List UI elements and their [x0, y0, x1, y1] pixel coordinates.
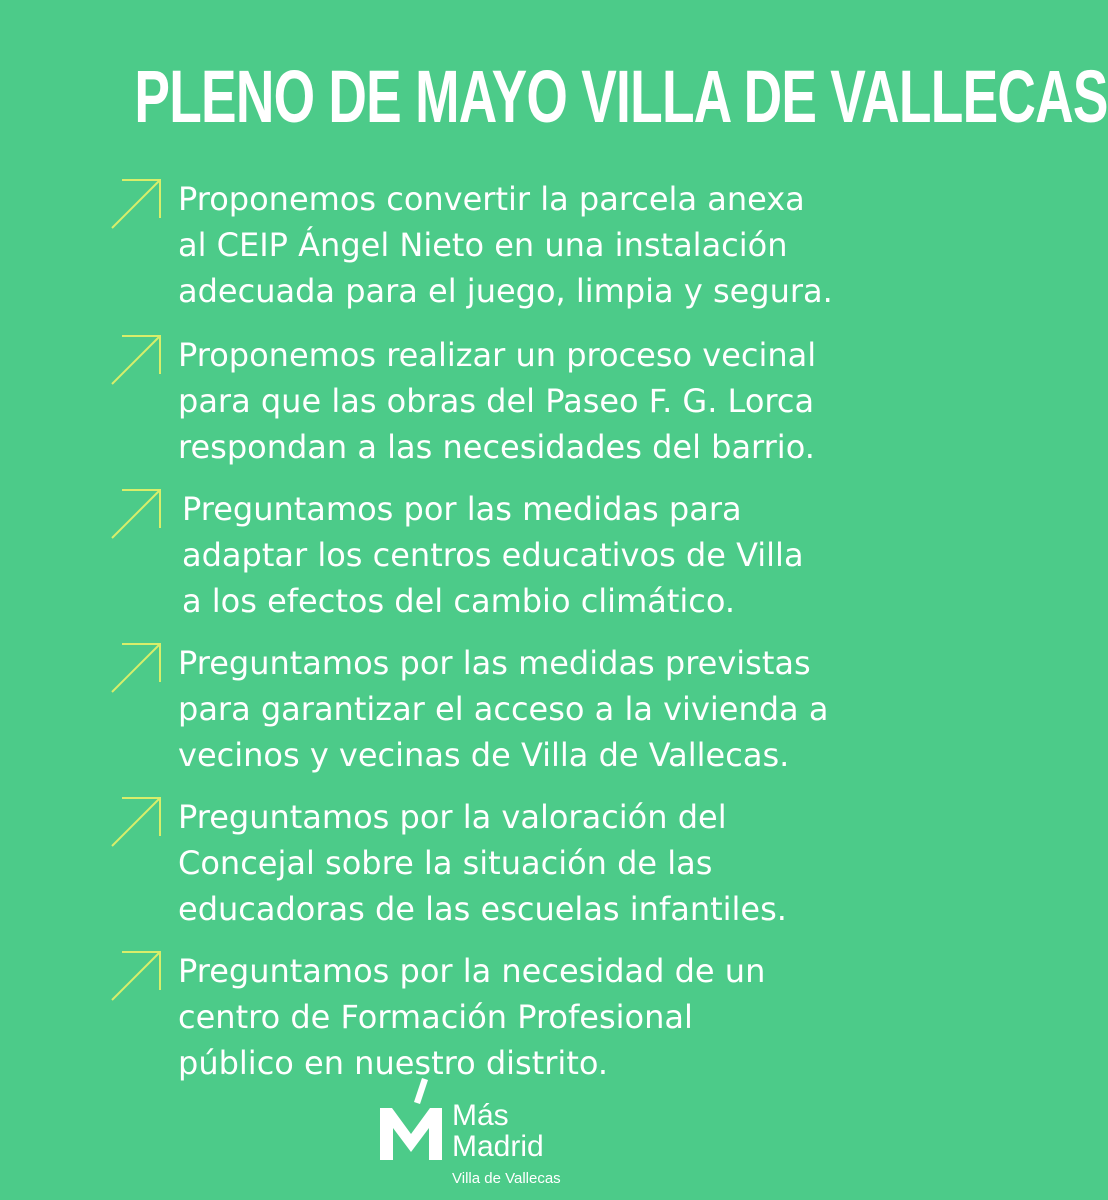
item-line: Proponemos realizar un proceso vecinal — [178, 336, 817, 374]
item-text — [178, 640, 918, 778]
item-line: Preguntamos por las medidas previstas — [178, 644, 811, 682]
mas-madrid-logo — [378, 1078, 598, 1188]
item-line: público en nuestro distrito. — [178, 1044, 609, 1082]
item-line: adaptar los centros educativos de Villa — [182, 536, 804, 574]
arrow-up-right-icon — [108, 332, 164, 388]
arrow-up-right-icon — [108, 794, 164, 850]
item-line: educadoras de las escuelas infantiles. — [178, 890, 787, 928]
logo-name-line1: Más — [452, 1099, 509, 1132]
arrow-up-right-icon — [108, 640, 164, 696]
item-line: Preguntamos por la necesidad de un — [178, 952, 766, 990]
item-line: Preguntamos por la valoración del — [178, 798, 727, 836]
item-line: para garantizar el acceso a la vivienda a — [178, 690, 829, 728]
item-line: centro de Formación Profesional — [178, 998, 693, 1036]
item-text — [178, 948, 918, 1086]
item-text — [178, 332, 918, 470]
item-line: vecinos y vecinas de Villa de Vallecas. — [178, 736, 790, 774]
item-line: Concejal sobre la situación de las — [178, 844, 713, 882]
arrow-up-right-icon — [108, 176, 164, 232]
item-line: para que las obras del Paseo F. G. Lorca — [178, 382, 815, 420]
arrow-up-right-icon — [108, 948, 164, 1004]
logo-subtitle: Villa de Vallecas — [452, 1170, 561, 1187]
mas-madrid-m-icon — [378, 1078, 444, 1166]
arrow-up-right-icon — [108, 486, 164, 542]
item-text — [178, 794, 918, 932]
item-line: respondan a las necesidades del barrio. — [178, 428, 815, 466]
item-line: adecuada para el juego, limpia y segura. — [178, 272, 833, 310]
logo-name — [452, 1100, 544, 1162]
item-text — [182, 486, 922, 624]
logo-name-line2: Madrid — [452, 1130, 544, 1163]
item-line: Proponemos convertir la parcela anexa — [178, 180, 805, 218]
item-line: Preguntamos por las medidas para — [182, 490, 742, 528]
item-line: al CEIP Ángel Nieto en una instalación — [178, 226, 788, 264]
item-line: a los efectos del cambio climático. — [182, 582, 736, 620]
item-text — [178, 176, 918, 314]
page-title: PLENO DE MAYO VILLA DE VALLECAS — [134, 55, 1108, 138]
